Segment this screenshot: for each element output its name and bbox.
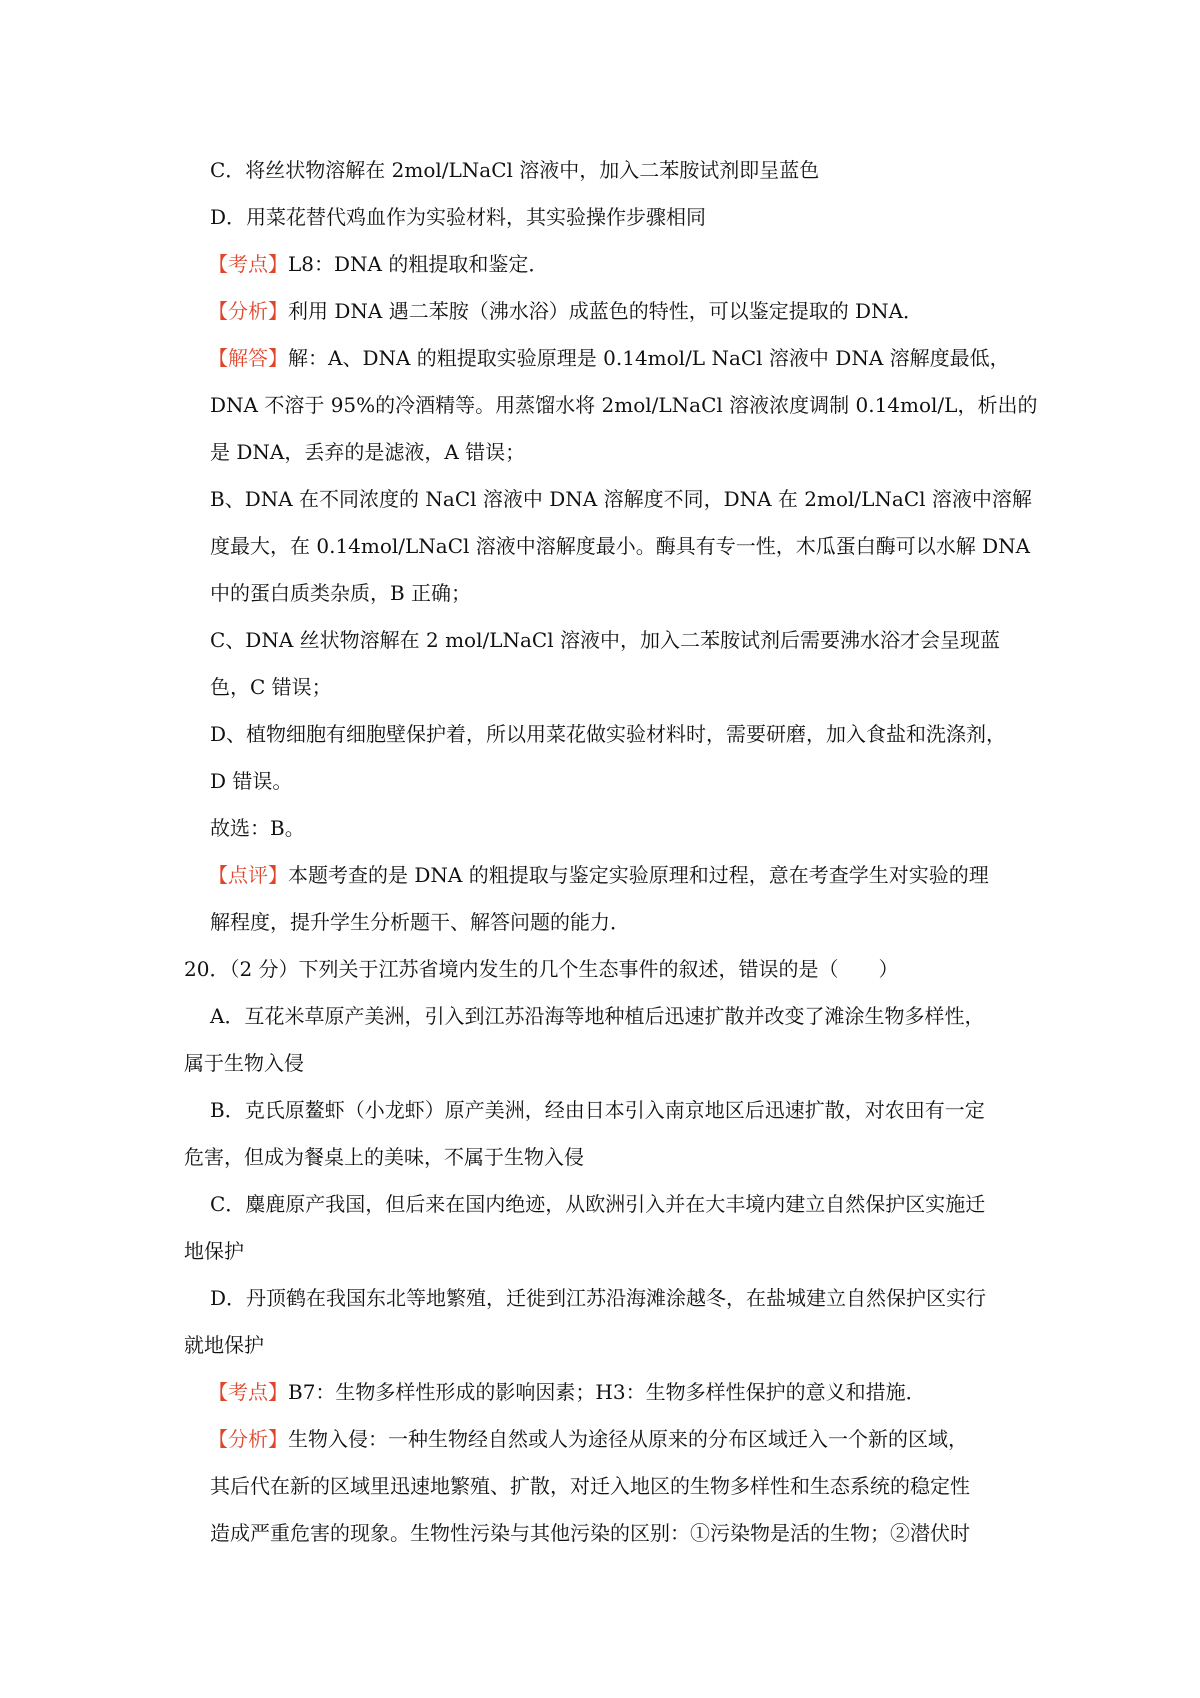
jieda-line: 中的蛋白质类杂质，B 正确； xyxy=(210,581,472,605)
fenxi-tag: 【分析】 xyxy=(208,1427,288,1451)
q19-dianping xyxy=(208,861,989,889)
q19-fenxi xyxy=(208,297,923,325)
jieda-line: 度最大，在 0.14mol/LNaCl 溶液中溶解度最小。酶具有专一性，木瓜蛋白酶可以水解 DNA xyxy=(210,534,1031,558)
kaodian-text: L8：DNA 的粗提取和鉴定． xyxy=(288,252,549,276)
q20-option-d-cont: 就地保护 xyxy=(184,1333,264,1357)
kaodian-tag: 【考点】 xyxy=(208,1380,288,1404)
q19-option-d: D．用菜花替代鸡血作为实验材料，其实验操作步骤相同 xyxy=(210,205,707,229)
dianping-text: 本题考查的是 DNA 的粗提取与鉴定实验原理和过程，意在考查学生对实验的理 xyxy=(288,863,989,887)
q20-fenxi xyxy=(208,1425,968,1453)
q19-jieda xyxy=(208,344,1010,372)
q20-option-a: A．互花米草原产美洲，引入到江苏沿海等地种植后迅速扩散并改变了滩涂生物多样性， xyxy=(210,1004,985,1028)
jieda-line: D、植物细胞有细胞壁保护着，所以用菜花做实验材料时，需要研磨，加入食盐和洗涤剂， xyxy=(210,722,1007,746)
kaodian-text: B7：生物多样性形成的影响因素；H3：生物多样性保护的意义和措施． xyxy=(288,1380,926,1404)
jieda-line: C、DNA 丝状物溶解在 2 mol/LNaCl 溶液中，加入二苯胺试剂后需要沸水浴才会呈现蓝 xyxy=(210,628,1000,652)
q20-option-b: B．克氏原鳌虾（小龙虾）原产美洲，经由日本引入南京地区后迅速扩散，对农田有一定 xyxy=(210,1098,985,1122)
jieda-line: 色，C 错误； xyxy=(210,675,332,699)
jieda-line: 故选：B。 xyxy=(210,816,305,840)
jieda-line: DNA 不溶于 95%的冷酒精等。用蒸馏水将 2mol/LNaCl 溶液浓度调制 0.14mol/L，析出的 xyxy=(210,393,1038,417)
jieda-line: 解：A、DNA 的粗提取实验原理是 0.14mol/L NaCl 溶液中 DNA 溶解度最低， xyxy=(288,346,1010,370)
q20-option-a-cont: 属于生物入侵 xyxy=(184,1051,304,1075)
fenxi-text: 利用 DNA 遇二苯胺（沸水浴）成蓝色的特性，可以鉴定提取的 DNA． xyxy=(288,299,924,323)
jieda-line: 是 DNA，丢弃的是滤液，A 错误； xyxy=(210,440,526,464)
q20-option-b-cont: 危害，但成为餐桌上的美味，不属于生物入侵 xyxy=(184,1145,584,1169)
jieda-line: B、DNA 在不同浓度的 NaCl 溶液中 DNA 溶解度不同，DNA 在 2mol/LNaCl 溶液中溶解 xyxy=(210,487,1032,511)
jieda-line: D 错误。 xyxy=(210,769,293,793)
q20-kaodian xyxy=(208,1378,926,1406)
kaodian-tag: 【考点】 xyxy=(208,252,288,276)
dianping-line: 解程度，提升学生分析题干、解答问题的能力． xyxy=(210,910,630,934)
jieda-tag: 【解答】 xyxy=(208,346,288,370)
q19-kaodian xyxy=(208,250,548,278)
fenxi-text: 生物入侵：一种生物经自然或人为途径从原来的分布区域迁入一个新的区域， xyxy=(288,1427,968,1451)
q20-option-c-cont: 地保护 xyxy=(184,1239,244,1263)
q20-option-d: D．丹顶鹤在我国东北等地繁殖，迁徙到江苏沿海滩涂越冬，在盐城建立自然保护区实行 xyxy=(210,1286,987,1310)
fenxi-tag: 【分析】 xyxy=(208,299,288,323)
fenxi-line: 造成严重危害的现象。生物性污染与其他污染的区别：①污染物是活的生物；②潜伏时 xyxy=(210,1521,970,1545)
q20-stem: 20．（2 分）下列关于江苏省境内发生的几个生态事件的叙述，错误的是（ ） xyxy=(184,957,899,981)
q20-option-c: C．麋鹿原产我国，但后来在国内绝迹，从欧洲引入并在大丰境内建立自然保护区实施迁 xyxy=(210,1192,986,1216)
dianping-tag: 【点评】 xyxy=(208,863,288,887)
fenxi-line: 其后代在新的区域里迅速地繁殖、扩散，对迁入地区的生物多样性和生态系统的稳定性 xyxy=(210,1474,970,1498)
q19-option-c: C．将丝状物溶解在 2mol/LNaCl 溶液中，加入二苯胺试剂即呈蓝色 xyxy=(210,158,820,182)
